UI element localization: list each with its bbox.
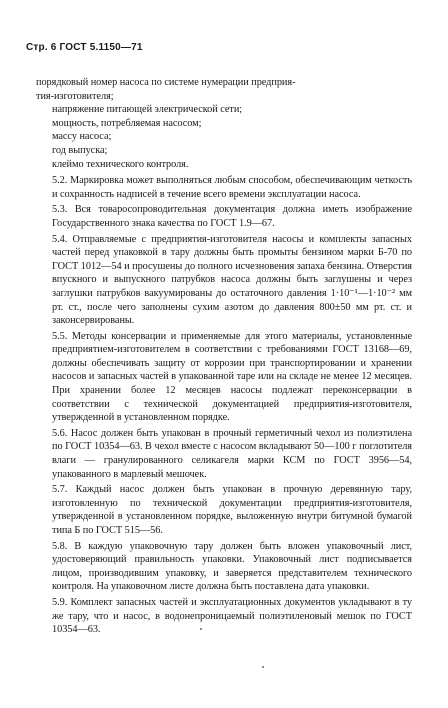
clause-text: 5.7. Каждый насос должен быть упакован в прочную деревянную тару, изготовленную по технической документации предприятия-изготовителя, утвержденной в установленном порядке, выложенную внутри битумной бумагой типа Б по ГОСТ 515—56. <box>52 484 412 536</box>
clause-text: 5.9. Комплект запасных частей и эксплуатационных документов укладывают в ту же тару, что и насос, в водонепроницаемый полиэтиленовый мешок по ГОСТ 10354—63. <box>52 596 412 636</box>
clause-text: 5.3. Вся товаросопроводительная документация должна иметь изображение Государственного знака качества по ГОСТ 1.9—67. <box>52 204 412 229</box>
list-line: напряжение питающей электрической сети; <box>52 104 243 116</box>
clause-5-5 <box>36 330 412 425</box>
scan-speck <box>200 628 202 630</box>
clause-5-4 <box>36 233 412 328</box>
clause-5-8 <box>36 540 412 594</box>
page-header: Стр. 6 ГОСТ 5.1150—71 <box>26 42 143 53</box>
list-line: год выпуска; <box>52 144 108 156</box>
clause-5-7 <box>36 483 412 537</box>
clause-5-6 <box>36 427 412 481</box>
clause-text: 5.2. Маркировка может выполняться любым способом, обеспечивающим четкость и сохранность надписей в течение всего времени эксплуатации насоса. <box>52 175 412 200</box>
marking-list <box>36 76 412 171</box>
clause-5-9 <box>36 596 412 637</box>
document-body <box>36 76 412 637</box>
clause-text: 5.6. Насос должен быть упакован в прочный герметичный чехол из полиэтилена по ГОСТ 10354—63. В чехол вместе с насосом вкладывают 50—100 г поглотителя влаги — гранулированного селикагеля марки КСМ по ГОСТ 3956—54, упакованного в марлевый мешочек. <box>52 427 412 480</box>
clause-5-3 <box>36 203 412 230</box>
list-line: клеймо технического контроля. <box>52 158 189 170</box>
scan-speck <box>262 666 264 668</box>
clause-text: 5.5. Методы консервации и применяемые для этого материалы, установленные предприятием-изготовителем в соответствии с требованиями ГОСТ 13168—69, должны обеспечивать защиту от коррозии при транспортировании и хранении насосов и запасных частей в упакованной таре или на складе не менее 12 месяцев. При хранении более 12 месяцев насосы подлежат переконсервации в соответствии с технической документацией предприятия-изготовителя, утвержденной в установленном порядке. <box>52 330 412 424</box>
list-line: массу насоса; <box>52 131 112 143</box>
clause-5-2 <box>36 174 412 201</box>
clause-text: 5.8. В каждую упаковочную тару должен быть вложен упаковочный лист, удостоверяющий правильность упаковки. Упаковочный лист подписывается лицом, производившим упаковку, и заверяется представителем технического контроля. На упаковочном листе должна быть поставлена дата упаковки. <box>52 540 412 593</box>
list-line: мощность, потребляемая насосом; <box>52 117 202 129</box>
clause-text: 5.4. Отправляемые с предприятия-изготовителя насосы и комплекты запасных частей перед упаковкой в тару должны быть промыты бензином марки Б-70 по ГОСТ 1012—54 и просушены до полного исчезновения запаха бензина. Отверстия впускного и выпускного патрубков насоса должны быть заглушены и через заглушки патрубков вакуумированы до остаточного давления 1·10⁻¹—1·10⁻² мм рт. ст., после чего заполнены сухим азотом до давления 800±50 мм рт. ст. и законсервированы. <box>52 233 412 327</box>
list-line: порядковый номер насоса по системе нумерации предприя- <box>36 77 296 88</box>
list-line: тия-изготовителя; <box>36 90 114 102</box>
